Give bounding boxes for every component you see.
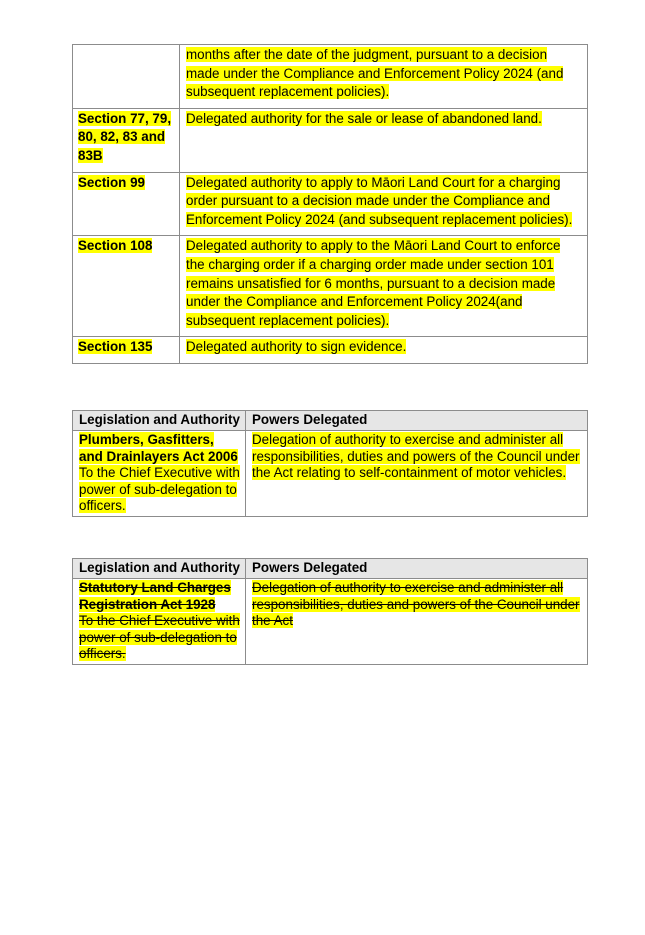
- description-cell: months after the date of the judgment, pursuant to a decision made under the Compliance and Enforcement Policy 2024 (and subsequent replacement policies).: [180, 45, 588, 109]
- description-cell: Delegated authority for the sale or lease of abandoned land.: [180, 108, 588, 172]
- table-row: [73, 337, 588, 364]
- table-header-row: [73, 411, 588, 431]
- legislation-cell: [73, 431, 246, 517]
- powers-cell: Delegation of authority to exercise and administer all responsibilities, duties and powers of the Council under the Act: [246, 579, 588, 665]
- authority-text: To the Chief Executive with power of sub-delegation to officers.: [79, 465, 240, 514]
- section-cell: [73, 108, 180, 172]
- section-cell: [73, 337, 180, 364]
- section-cell: [73, 236, 180, 337]
- section-cell: [73, 172, 180, 236]
- plumbers-act-table: [72, 410, 588, 517]
- table-row: [73, 236, 588, 337]
- section-cell: [73, 45, 180, 109]
- authority-text: To the Chief Executive with power of sub-delegation to officers.: [79, 613, 240, 662]
- land-charges-act-table: [72, 558, 588, 665]
- table-row: [73, 579, 588, 665]
- header-powers: Powers Delegated: [246, 559, 588, 579]
- powers-cell: Delegation of authority to exercise and administer all responsibilities, duties and powers of the Council under the Act relating to self-containment of motor vehicles.: [246, 431, 588, 517]
- section-ref: Section 99: [78, 174, 145, 190]
- legislation-cell: [73, 579, 246, 665]
- table-row: [73, 45, 588, 109]
- section-ref: Section 108: [78, 238, 153, 254]
- table-row: [73, 172, 588, 236]
- act-name: Plumbers, Gasfitters, and Drainlayers Act 2006: [79, 432, 238, 464]
- description-cell: Delegated authority to sign evidence.: [180, 337, 588, 364]
- table-row: [73, 108, 588, 172]
- section-ref: Section 135: [78, 339, 153, 355]
- header-powers: Powers Delegated: [246, 411, 588, 431]
- description-cell: Delegated authority to apply to the Māori Land Court to enforce the charging order if a charging order made under section 101 remains unsatisfied for 6 months, pursuant to a decision made under the Compliance and Enforcement Policy 2024(and subsequent replacement policies).: [180, 236, 588, 337]
- act-name: Statutory Land Charges Registration Act 1928: [79, 580, 231, 612]
- table-header-row: [73, 559, 588, 579]
- description-cell: Delegated authority to apply to Māori Land Court for a charging order pursuant to a decision made under the Compliance and Enforcement Policy 2024 (and subsequent replacement policies).: [180, 172, 588, 236]
- table-row: [73, 431, 588, 517]
- section-ref: Section 77, 79, 80, 82, 83 and 83B: [78, 110, 172, 163]
- header-legislation: Legislation and Authority: [73, 411, 246, 431]
- header-legislation: Legislation and Authority: [73, 559, 246, 579]
- delegations-table-continued: [72, 44, 588, 364]
